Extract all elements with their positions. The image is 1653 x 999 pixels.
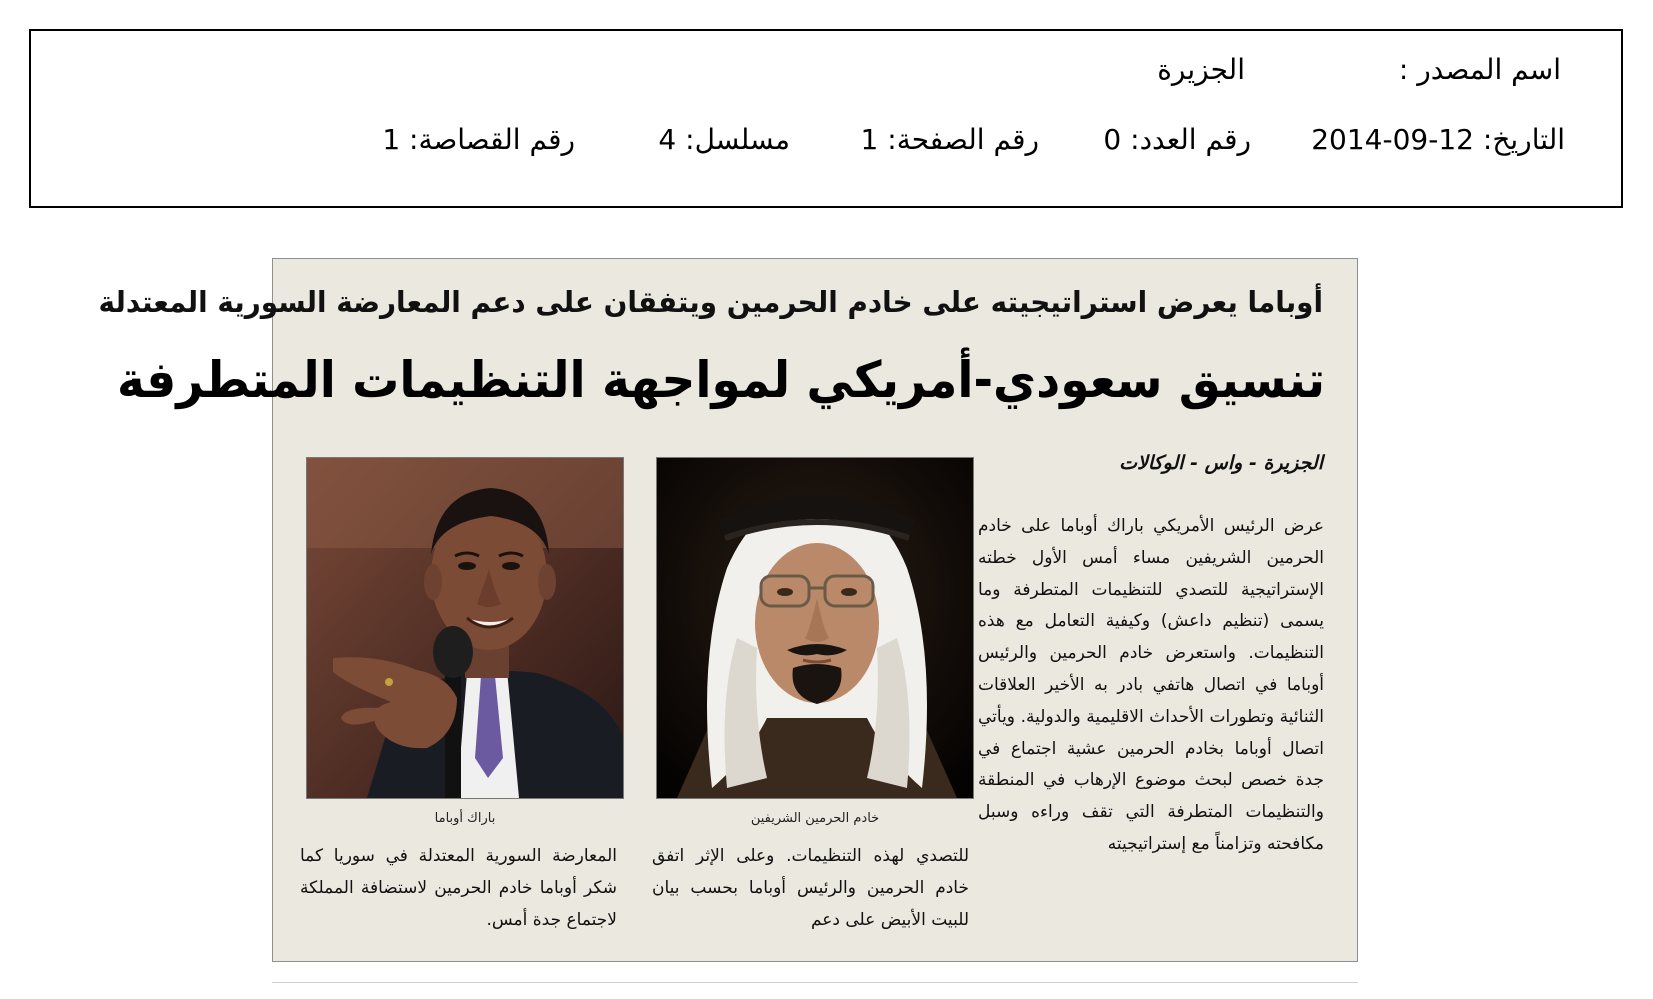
- article-column-right: عرض الرئيس الأمريكي باراك أوباما على خادم الحرمين الشريفين مساء أمس الأول خطته الإستراتيجية للتصدي للتنظيمات المتطرفة وما يسمى (تنظيم داعش) وكيفية التعامل مع هذه التنظيمات. واستعرض خادم الحرمين والرئيس أوباما في اتصال هاتفي بادر به الأخير العلاقات الثنائية وتطورات الأحداث الاقليمية والدولية. ويأتي اتصال أوباما بخادم الحرمين عشية اجتماع في جدة خصص لبحث موضوع الإرهاب في المنطقة والتنظيمات المتطرفة التي تقف وراءه وسبل مكافحته وتزامناً مع إستراتيجيته: [978, 516, 1324, 854]
- serial-field: مسلسل: 4: [658, 123, 790, 156]
- king-portrait-illustration: [657, 458, 973, 798]
- article-headline: تنسيق سعودي-أمريكي لمواجهة التنظيمات المتطرفة: [117, 351, 1326, 409]
- article-column-left: المعارضة السورية المعتدلة في سوريا كما شكر أوباما خادم الحرمين لاستضافة المملكة لاجتماع جدة أمس.: [300, 846, 617, 930]
- article-column-middle: للتصدي لهذه التنظيمات. وعلى الإثر اتفق خادم الحرمين والرئيس أوباما بحسب بيان للبيت الأبيض على دعم: [652, 846, 969, 930]
- date-field: التاريخ: 12-09-2014: [1311, 123, 1565, 156]
- source-value: الجزيرة: [1157, 53, 1245, 86]
- obama-portrait-illustration: [307, 458, 623, 798]
- article-byline: الجزيرة - واس - الوكالات: [1119, 452, 1323, 474]
- king-photo-caption: خادم الحرمين الشريفين: [750, 811, 880, 826]
- page-number-field: رقم الصفحة: 1: [860, 123, 1039, 156]
- clipping-number-field: رقم القصاصة: 1: [382, 123, 575, 156]
- barack-obama-photo: [306, 457, 624, 799]
- newspaper-clipping: [98, 258, 1358, 962]
- issue-number-field: رقم العدد: 0: [1103, 123, 1251, 156]
- obama-photo-caption: باراك أوباما: [434, 811, 496, 826]
- article-kicker: أوباما يعرض استراتيجيته على خادم الحرمين ويتفقان على دعم المعارضة السورية المعتدلة: [98, 285, 1324, 319]
- king-abdullah-photo: [656, 457, 974, 799]
- clipping-metadata-box: [29, 29, 1623, 208]
- source-label: اسم المصدر :: [1398, 53, 1561, 86]
- bottom-divider: [272, 982, 1358, 983]
